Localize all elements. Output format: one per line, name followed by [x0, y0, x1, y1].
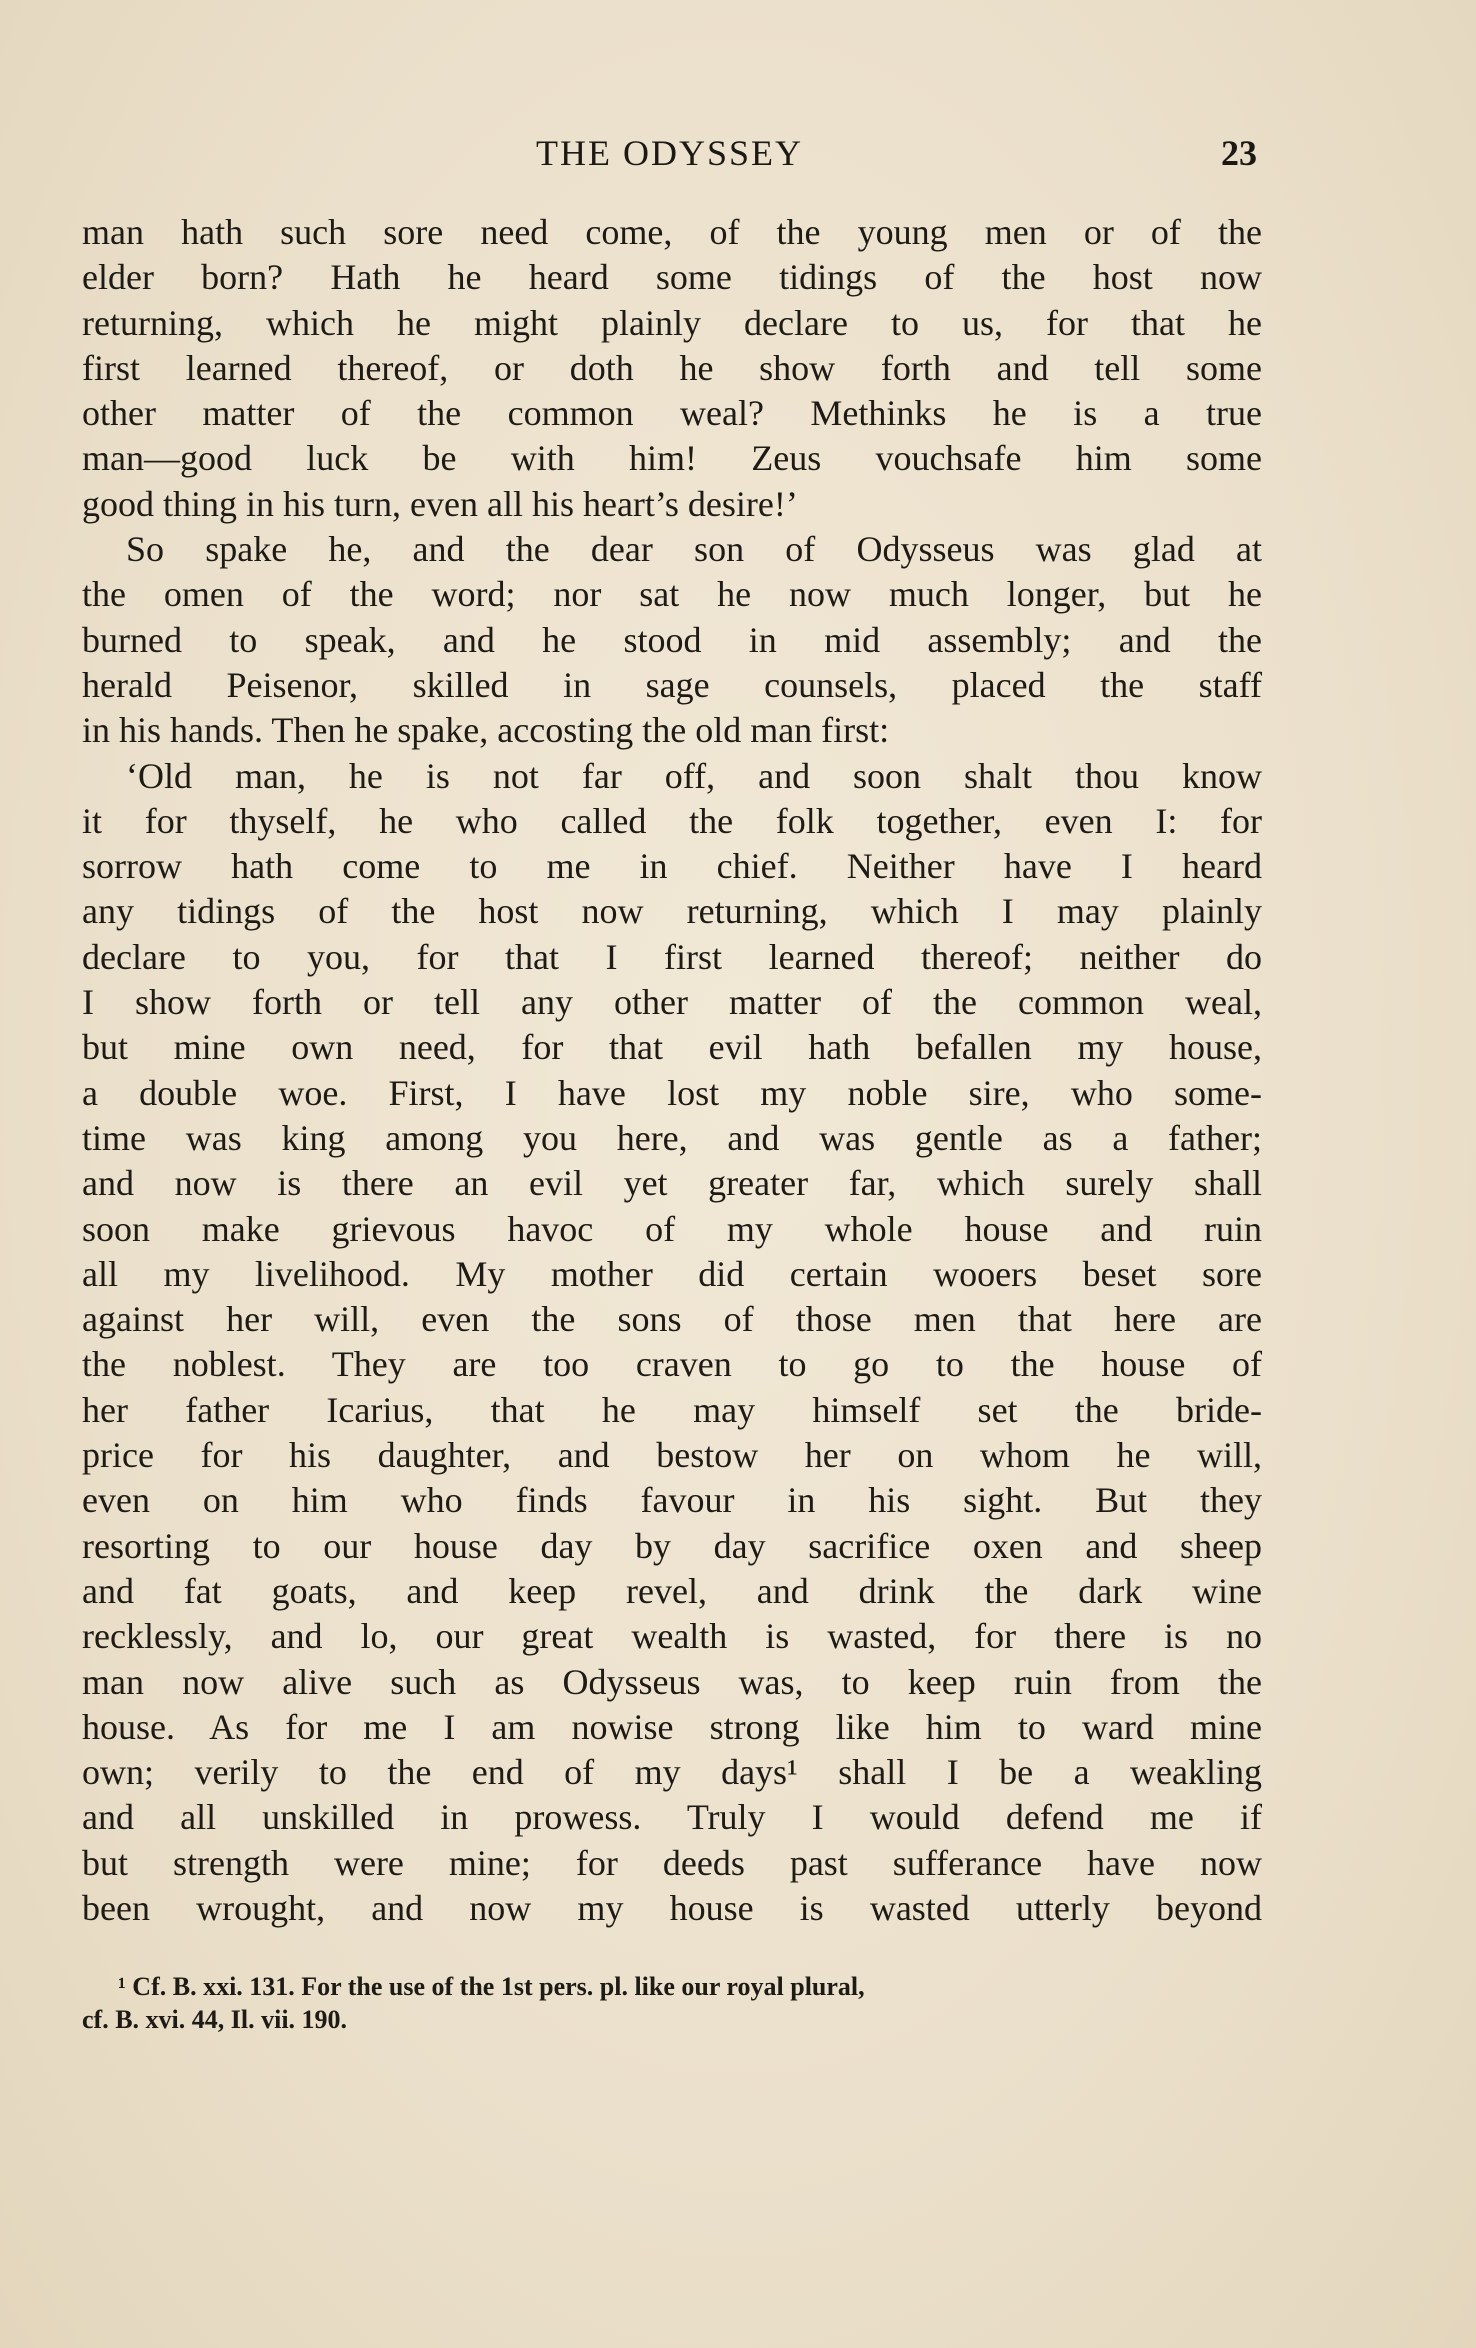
text-line: it for thyself, he who called the folk together, even I: for	[82, 800, 1262, 841]
running-title: THE ODYSSEY	[535, 133, 803, 173]
text-line: recklessly, and lo, our great wealth is wasted, for there is no	[82, 1616, 1262, 1657]
text-line: house. As for me I am nowise strong like him to ward mine	[82, 1706, 1262, 1747]
text-line: been wrought, and now my house is wasted utterly beyond	[82, 1887, 1262, 1928]
text-line: her father Icarius, that he may himself set the bride-	[82, 1389, 1262, 1430]
text-line: and all unskilled in prowess. Truly I would defend me if	[82, 1797, 1262, 1838]
text-line: I show forth or tell any other matter of the common weal,	[82, 982, 1262, 1023]
text-line: sorrow hath come to me in chief. Neither have I heard	[82, 846, 1262, 887]
text-line: any tidings of the host now returning, which I may plainly	[82, 891, 1262, 932]
text-line: in his hands. Then he spake, accosting the old man first:	[82, 710, 890, 751]
text-line: a double woe. First, I have lost my noble sire, who some-	[82, 1072, 1262, 1113]
text-line: returning, which he might plainly declare to us, for that he	[82, 302, 1262, 343]
text-line: herald Peisenor, skilled in sage counsels, placed the staff	[82, 664, 1262, 705]
text-line: first learned thereof, or doth he show forth and tell some	[82, 347, 1262, 388]
footnote-line: ¹ Cf. B. xxi. 131. For the use of the 1st pers. pl. like our royal plural,	[118, 1972, 865, 2001]
footnote-line: cf. B. xvi. 44, Il. vii. 190.	[82, 2005, 348, 2034]
text-line: own; verily to the end of my days¹ shall I be a weakling	[82, 1752, 1262, 1793]
text-line: resorting to our house day by day sacrifice oxen and sheep	[82, 1525, 1262, 1566]
text-line: price for his daughter, and bestow her on whom he will,	[82, 1435, 1262, 1476]
text-line: man—good luck be with him! Zeus vouchsafe him some	[82, 438, 1262, 479]
page-number: 23	[1221, 133, 1257, 173]
text-line: all my livelihood. My mother did certain wooers beset sore	[82, 1253, 1262, 1294]
text-line: against her will, even the sons of those men that here are	[82, 1299, 1262, 1340]
text-line: but mine own need, for that evil hath befallen my house,	[82, 1027, 1262, 1068]
text-line: and now is there an evil yet greater far, which surely shall	[82, 1163, 1262, 1204]
running-head	[82, 132, 1257, 182]
body-text	[82, 210, 1262, 1931]
text-line: So spake he, and the dear son of Odysseus was glad at	[126, 529, 1262, 570]
text-line: elder born? Hath he heard some tidings of the host now	[82, 257, 1262, 298]
text-line: man now alive such as Odysseus was, to keep ruin from the	[82, 1661, 1262, 1702]
text-line: and fat goats, and keep revel, and drink the dark wine	[82, 1570, 1262, 1611]
text-line: burned to speak, and he stood in mid assembly; and the	[82, 619, 1262, 660]
text-line: man hath such sore need come, of the young men or of the	[82, 212, 1262, 252]
text-line: declare to you, for that I first learned thereof; neither do	[82, 936, 1262, 977]
text-line: soon make grievous havoc of my whole house and ruin	[82, 1208, 1262, 1249]
text-line: but strength were mine; for deeds past sufferance have now	[82, 1842, 1262, 1883]
text-line: good thing in his turn, even all his heart’s desire!’	[82, 483, 798, 524]
text-line: time was king among you here, and was gentle as a father;	[82, 1117, 1262, 1158]
text-line: the omen of the word; nor sat he now much longer, but he	[82, 574, 1262, 615]
text-line: the noblest. They are too craven to go to the house of	[82, 1344, 1262, 1385]
footnote	[82, 1970, 1262, 2036]
text-line: other matter of the common weal? Methinks he is a true	[82, 393, 1262, 434]
text-line: ‘Old man, he is not far off, and soon shalt thou know	[126, 755, 1262, 796]
text-line: even on him who finds favour in his sight. But they	[82, 1480, 1262, 1521]
